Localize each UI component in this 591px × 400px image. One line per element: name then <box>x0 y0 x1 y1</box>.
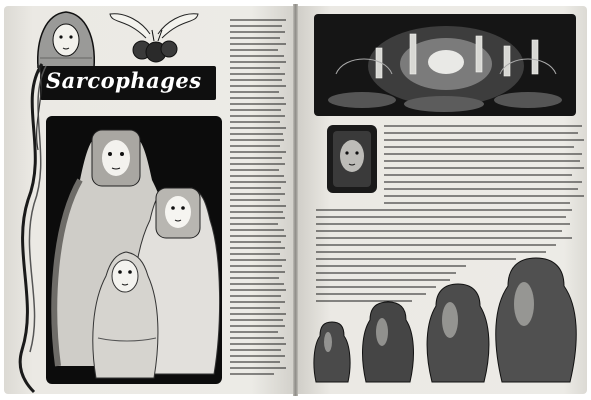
framed-portrait <box>326 124 378 194</box>
nesting-dolls-row <box>306 244 582 390</box>
handwritten-paragraph-upper <box>382 122 586 208</box>
candlelit-still-life-drawing <box>314 14 576 116</box>
book-gutter <box>293 4 298 396</box>
nesting-dolls-illustration <box>46 116 222 384</box>
handwritten-notes-column <box>228 16 290 392</box>
page-title: Sarcophages <box>46 68 202 93</box>
beetle-sketch <box>106 8 202 66</box>
